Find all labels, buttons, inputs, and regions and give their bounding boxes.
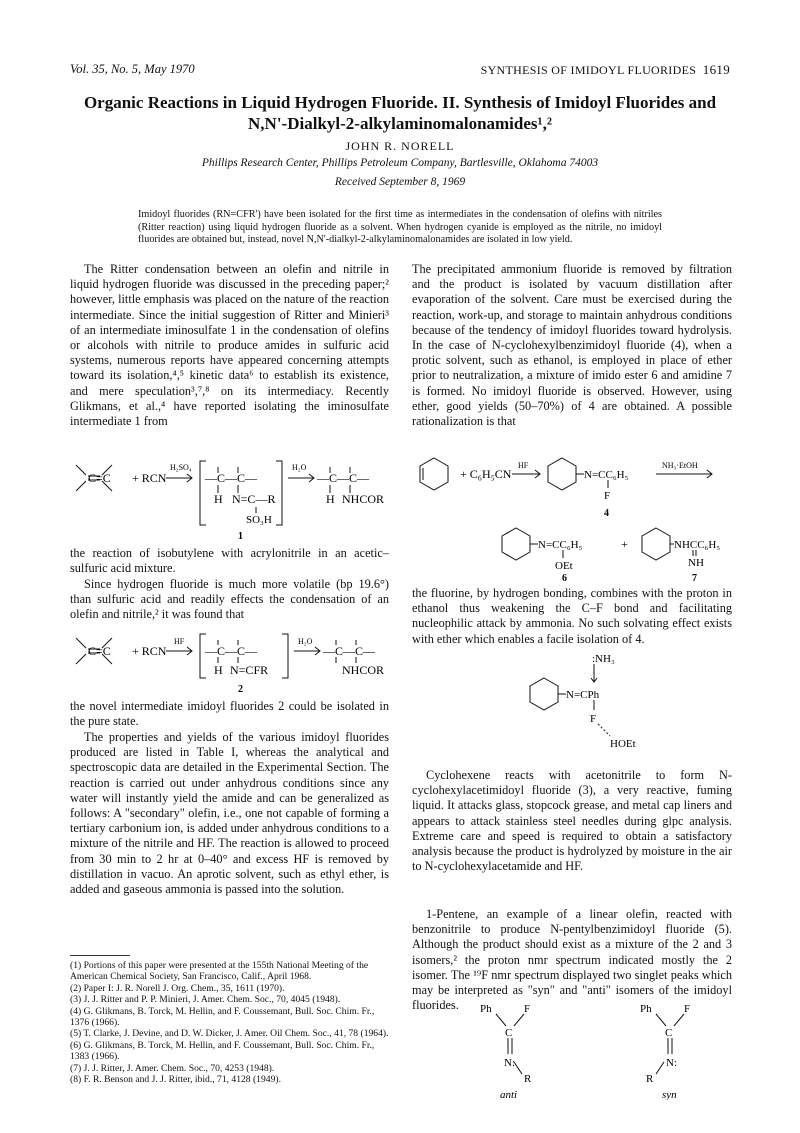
left-para-2: the reaction of isobutylene with acrylonitrile in an acetic–sulfuric acid mixture.	[70, 546, 389, 576]
affiliation: Phillips Research Center, Phillips Petroleum Company, Bartlesville, Oklahoma 74003	[201, 157, 599, 169]
conditions-label: NH₃·EtOH	[662, 461, 698, 470]
olefin-c-c: C=C	[88, 471, 111, 485]
running-header-text: SYNTHESIS OF IMIDOYL FLUORIDES	[480, 63, 697, 77]
article-title: Organic Reactions in Liquid Hydrogen Fluoride. II. Synthesis of Imidoyl Fluorides and N,N'-Dialkyl-2-alkylaminomalonamides¹,²	[83, 93, 717, 133]
fluorine-syn: F	[684, 1003, 691, 1015]
phenyl-anti: Ph	[480, 1003, 492, 1015]
syn-label: syn	[662, 1089, 677, 1100]
abstract: Imidoyl fluorides (RN=CFR') have been isolated for the first time as intermediates in the condensation of olefins with nitriles (Ritter reaction) using liquid hydrogen fluoride as a solvent. When hydrogen cyanide is employed as the nitrile, no imidoyl fluorides are obtained but, instead, novel N,N'-dialkyl-2-alkylaminomalonamides are isolated in low yield.	[138, 209, 662, 246]
right-para-1: The precipitated ammonium fluoride is removed by filtration and the product is isolated by vacuum distillation after evaporation of the solvent. Care must be exercised during the reaction, work-up, and storage to maintain anhydrous conditions because of the tendency of imidoyl fluorides toward hydrolysis. In the case of N-cyclohexylbenzimidoyl fluoride (4), when a protic solvent, such as ethanol, is employed in place of ether prior to neutralization, a mixture of imido ester 6 and amidine 7 is formed. No imidoyl fluoride is observed. However, using ether, good yields (50–70%) of 4 are obtained. A possible rationalization is that	[412, 262, 732, 429]
reagent: + RCN	[132, 644, 167, 658]
running-header-title	[481, 62, 730, 78]
footnote-5: (5) T. Clarke, J. Devine, and D. W. Dicker, J. Amer. Oil Chem. Soc., 41, 78 (1964).	[70, 1028, 389, 1040]
footnote-2: (2) Paper I: J. R. Norell J. Org. Chem., 35, 1611 (1970).	[70, 982, 285, 994]
acid-label: H₂SO₄	[170, 463, 192, 472]
scheme-iminosulfate	[70, 455, 390, 541]
right-para-3: Cyclohexene reacts with acetonitrile to form N-cyclohexylacetimidoyl fluoride (3), a very reactive, fuming liquid. It attacks glass, stopcock grease, and metal cap liners and appears to attack stainless steel needles during glpc analysis. Extreme care and speed is required to obtain a satisfactory analysis because the product is hydrolyzed by moisture in the air to N-cyclohexylacetamide and HF.	[412, 768, 732, 874]
footnotes	[70, 960, 389, 1085]
footnote-4: (4) G. Glikmans, B. Torck, M. Hellin, and F. Coussemant, Bull. Soc. Chim. Fr., 1376 (1966).	[70, 1005, 375, 1029]
nitrogen-anti: N:	[504, 1057, 515, 1069]
compound-label-2: 2	[238, 684, 243, 695]
carbon-syn: C	[665, 1027, 673, 1039]
footnote-8: (8) F. R. Benson and J. J. Ritter, ibid., 71, 4128 (1949).	[70, 1074, 281, 1086]
compound-label-4: 4	[604, 508, 609, 519]
scheme-hydrogen-bonding	[520, 650, 700, 750]
reagent: + C₆H₅CN	[460, 467, 512, 481]
h-atom: H	[214, 492, 223, 506]
left-para-3: Since hydrogen fluoride is much more volatile (bp 19.6°) than sulfuric acid and readily effects the condensation of an olefin and nitrile,² it was found that	[70, 577, 389, 622]
amidine-group: NHCC₆H₅	[674, 539, 721, 551]
imido-ester-group: N=CC₆H₅	[538, 539, 583, 551]
ncfr-group: N=CFR	[230, 663, 269, 677]
left-para-4: the novel intermediate imidoyl fluorides 2 could be isolated in the pure state.	[70, 699, 389, 729]
author: JOHN R. NORELL	[345, 139, 455, 153]
ncr-group: N=C—R	[232, 492, 276, 506]
scheme-syn-anti-isomers	[466, 1000, 726, 1100]
compound-label-1: 1	[238, 531, 243, 541]
fluorine-atom: F	[604, 490, 611, 502]
nhcor-group: NHCOR	[342, 492, 385, 506]
scheme-imidoyl-fluoride	[70, 630, 390, 696]
compound-label-7: 7	[692, 573, 697, 582]
nh-group: NH	[688, 557, 704, 569]
page-number: 1619	[702, 62, 730, 77]
footnote-3: (3) J. J. Ritter and P. P. Minieri, J. Amer. Chem. Soc., 70, 4045 (1948).	[70, 994, 341, 1006]
phenyl-syn: Ph	[640, 1003, 652, 1015]
anti-label: anti	[500, 1089, 518, 1100]
olefin-c-c: C=C	[88, 644, 111, 658]
product-chain: —C—C—	[317, 471, 370, 485]
ammonia-group: :NH₃	[592, 653, 615, 665]
footnote-7: (7) J. J. Ritter, J. Amer. Chem. Soc., 70, 4253 (1948).	[70, 1062, 275, 1074]
running-header-volume: Vol. 35, No. 5, May 1970	[70, 62, 195, 76]
h-atom-product: H	[326, 492, 335, 506]
compound-label-6: 6	[562, 573, 567, 582]
received-date: Received September 8, 1969	[334, 176, 466, 188]
so3h-group: SO₃H	[246, 514, 272, 526]
ethoxy-group: OEt	[555, 560, 573, 572]
ethanol-group: HOEt	[610, 738, 636, 750]
footnote-divider	[70, 955, 130, 956]
imidoyl-fluoride-group: N=CC₆H₅	[584, 469, 629, 481]
nitrogen-syn: N:	[666, 1057, 677, 1069]
imidoyl-group: N=CPh	[566, 689, 600, 701]
left-para-1: The Ritter condensation between an olefin and nitrile in liquid hydrogen fluoride was discussed in the preceding paper;² however, little emphasis was placed on the nature of the reaction intermediate. Since the initial suggestion of Ritter and Minieri³ of an intermediate iminosulfate 1 in the condensation of olefins or alcohols with nitrile to produce amides in sulfuric acid systems, numerous reports have appeared concerning attempts toward its isolation,⁴,⁵ kinetic data⁶ to establish its existence, and mere speculation³,⁷,⁸ on its intermediacy. Recently Glikmans, et al.,⁴ have reported isolating the iminosulfate intermediate 1 from	[70, 262, 389, 429]
right-para-2: the fluorine, by hydrogen bonding, combines with the proton in ethanol thus weakening the C–F bond and facilitating nucleophilic attack by ammonia. No such solvating effect exists with ether which enables a facile isolation of 4.	[412, 586, 732, 646]
right-para-4: 1-Pentene, an example of a linear olefin, reacted with benzonitrile to produce N-pentylbenzimidoyl fluoride (5). Although the product should exist as a mixture of the 2 and 3 isomers,² the proton nmr spectrum indicated mostly the 2 isomer. The ¹⁹F nmr spectrum displayed two singlet peaks which may be interpreted as "syn" and "anti" isomers of the imidoyl fluorides.	[412, 907, 732, 1013]
fluorine-anti: F	[524, 1003, 531, 1015]
acid-label: HF	[174, 637, 185, 646]
intermediate-chain: —C—C—	[205, 471, 258, 485]
reagent: + RCN	[132, 471, 167, 485]
product-chain: —C—C—	[323, 644, 376, 658]
carbon-anti: C	[505, 1027, 513, 1039]
water-label: H₂O	[298, 637, 313, 646]
intermediate-chain: —C—C—	[205, 644, 258, 658]
fluorine-atom: F	[590, 713, 597, 725]
r-group-anti: R	[524, 1073, 532, 1085]
footnote-1: (1) Portions of this paper were presented at the 155th National Meeting of the American Chemical Society, San Francisco, Calif., April 1968.	[70, 960, 369, 983]
acid-label: HF	[518, 461, 529, 470]
plus-sign: +	[621, 537, 628, 551]
left-para-5: The properties and yields of the various imidoyl fluorides produced are listed in Table I, whereas the analytical and spectroscopic data are detailed in the Experimental Section. The reaction is carried out under anhydrous conditions since any water will instantly yield the amide and can be generalized as follows: A "secondary" olefin, i.e., one not capable of forming a tertiary carbonium ion, is added under anhydrous conditions to a mixture of the nitrile and HF. The reaction is allowed to proceed from 30 min to 2 hr at 0–40° and excess HF is removed by distillation in vacuo. An aprotic solvent, such as ethyl ether, is added and gaseous ammonia is passed into the solution.	[70, 730, 389, 897]
scheme-cyclohexene-benzonitrile	[412, 450, 732, 582]
water-label: H₂O	[292, 463, 307, 472]
nhcor-group: NHCOR	[342, 663, 385, 677]
footnote-6: (6) G. Glikmans, B. Torck, M. Hellin, and F. Coussemant, Bull. Soc. Chim. Fr., 1383 (1966).	[70, 1039, 375, 1063]
h-atom: H	[214, 663, 223, 677]
r-group-syn: R	[646, 1073, 654, 1085]
